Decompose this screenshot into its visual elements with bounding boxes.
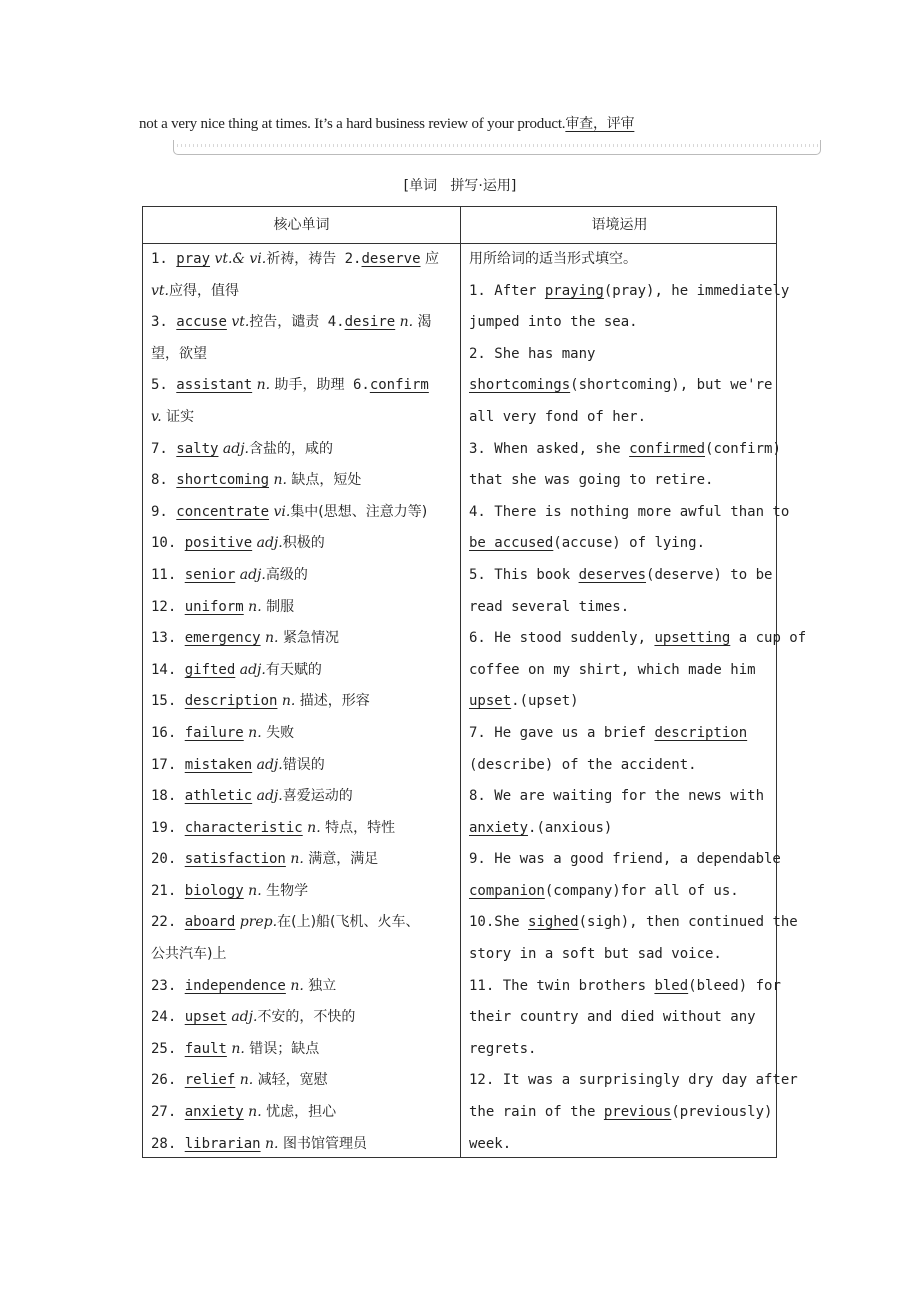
usage-line bbox=[469, 465, 778, 497]
line-text: 3. bbox=[151, 314, 177, 331]
answer-word: anxiety bbox=[469, 819, 529, 836]
line-text: 25. bbox=[151, 1040, 185, 1057]
answer-word: gifted bbox=[184, 661, 236, 678]
usage-line bbox=[469, 560, 778, 592]
line-text: their country and died without any bbox=[469, 1009, 756, 1026]
line-text: 3. When asked, she bbox=[469, 440, 630, 457]
usage-line bbox=[469, 434, 781, 466]
line-text: story in a soft but sad voice. bbox=[469, 946, 722, 963]
line-text: 助手，助理 bbox=[270, 377, 345, 394]
answer-word: sighed bbox=[528, 914, 579, 931]
line-text: 9. He was a good friend, a dependable bbox=[469, 851, 781, 868]
line-text: 12. bbox=[151, 598, 185, 615]
part-of-speech: vt. bbox=[226, 314, 250, 331]
usage-line bbox=[469, 781, 778, 813]
line-text: 2. bbox=[336, 251, 362, 267]
part-of-speech: adj. bbox=[252, 788, 283, 805]
line-text: (sigh), then continued the bbox=[578, 914, 798, 931]
line-text: 10.She bbox=[469, 914, 529, 931]
line-text: 19. bbox=[151, 819, 185, 836]
core-word-line bbox=[151, 244, 460, 276]
part-of-speech: n. bbox=[235, 1072, 254, 1089]
answer-word: upsetting bbox=[654, 630, 731, 647]
core-words-column bbox=[151, 244, 460, 1160]
line-text: week. bbox=[469, 1135, 512, 1152]
answer-word: salty bbox=[176, 440, 219, 457]
part-of-speech: n. bbox=[226, 1040, 245, 1057]
core-word-line bbox=[151, 528, 460, 560]
line-text: coffee on my shirt, which made him bbox=[469, 661, 756, 678]
core-word-line bbox=[151, 686, 460, 718]
answer-word: confirm bbox=[369, 377, 429, 394]
answer-word: emergency bbox=[184, 630, 261, 647]
line-text: 错误的 bbox=[282, 756, 325, 773]
core-word-line bbox=[151, 592, 460, 624]
core-word-line bbox=[151, 907, 460, 939]
answer-word: accuse bbox=[176, 314, 227, 331]
usage-line bbox=[469, 750, 778, 782]
line-text: 祈祷，祷告 bbox=[266, 251, 337, 267]
part-of-speech: adj. bbox=[252, 756, 283, 773]
part-of-speech: n. bbox=[243, 882, 262, 899]
usage-line bbox=[469, 307, 778, 339]
answer-word: deserve bbox=[361, 251, 421, 267]
line-text: 23. bbox=[151, 977, 185, 994]
line-text: 4. bbox=[319, 314, 345, 331]
line-text: 7. He gave us a brief bbox=[469, 724, 655, 741]
part-of-speech: adj. bbox=[218, 440, 250, 457]
line-text: (confirm) bbox=[705, 440, 781, 457]
answer-word: description bbox=[654, 724, 748, 741]
answer-word: satisfaction bbox=[184, 851, 286, 868]
answer-word: biology bbox=[184, 882, 244, 899]
usage-line bbox=[469, 1034, 778, 1066]
usage-line bbox=[469, 623, 807, 655]
core-word-line bbox=[151, 750, 460, 782]
line-text: 忧虑，担心 bbox=[261, 1104, 337, 1121]
header-core-words: 核心单词 bbox=[273, 217, 330, 233]
answer-word: anxiety bbox=[184, 1104, 244, 1121]
usage-line bbox=[469, 686, 778, 718]
core-word-line bbox=[151, 971, 460, 1003]
line-text: 8. We are waiting for the news with bbox=[469, 788, 765, 805]
line-text: (company)for all of us. bbox=[544, 882, 739, 899]
answer-word: characteristic bbox=[184, 819, 303, 836]
line-text: 20. bbox=[151, 851, 185, 868]
part-of-speech: adj. bbox=[235, 566, 266, 583]
usage-line bbox=[469, 876, 778, 908]
usage-line bbox=[469, 339, 778, 371]
core-word-line bbox=[151, 813, 460, 845]
answer-word: mistaken bbox=[184, 756, 253, 773]
line-text: (describe) of the accident. bbox=[469, 756, 697, 773]
answer-word: confirmed bbox=[629, 440, 706, 457]
answer-word: upset bbox=[184, 1009, 227, 1026]
line-text: 17. bbox=[151, 756, 185, 773]
usage-line bbox=[469, 244, 778, 276]
answer-word: previous bbox=[603, 1104, 672, 1121]
line-text: 紧急情况 bbox=[278, 630, 339, 647]
core-word-line bbox=[151, 623, 460, 655]
core-word-line bbox=[151, 276, 460, 308]
line-text: all very fond of her. bbox=[469, 408, 647, 425]
answer-word: senior bbox=[184, 566, 236, 583]
part-of-speech: n. bbox=[252, 377, 271, 394]
core-word-line bbox=[151, 844, 460, 876]
usage-line bbox=[469, 971, 781, 1003]
line-text: 1. After bbox=[469, 282, 545, 299]
core-word-line bbox=[151, 1097, 460, 1129]
line-text: read several times. bbox=[469, 598, 630, 615]
part-of-speech: vt.& vi. bbox=[210, 251, 267, 267]
decorative-divider bbox=[173, 140, 821, 155]
answer-word: description bbox=[184, 693, 278, 710]
part-of-speech: v. bbox=[151, 408, 162, 425]
line-text: 7. bbox=[151, 440, 177, 457]
answer-word: fault bbox=[184, 1040, 227, 1057]
line-text: 22. bbox=[151, 914, 185, 931]
line-text: 应 bbox=[420, 251, 439, 267]
line-text: 渴 bbox=[413, 314, 432, 331]
core-word-line bbox=[151, 939, 460, 971]
answer-word: shortcoming bbox=[176, 472, 270, 489]
usage-line bbox=[469, 497, 790, 529]
usage-line bbox=[469, 1129, 778, 1161]
line-text: 独立 bbox=[303, 977, 337, 994]
line-text: 积极的 bbox=[282, 535, 325, 552]
part-of-speech: n. bbox=[395, 314, 414, 331]
line-text: 特点，特性 bbox=[320, 819, 396, 836]
part-of-speech: vi. bbox=[269, 503, 291, 520]
answer-word: independence bbox=[184, 977, 286, 994]
core-word-line bbox=[151, 781, 460, 813]
line-text: (pray), he immediately bbox=[603, 282, 790, 299]
answer-word: assistant bbox=[176, 377, 253, 394]
answer-word: pray bbox=[176, 251, 211, 267]
line-text: 16. bbox=[151, 724, 185, 741]
line-text: 不安的，不快的 bbox=[257, 1009, 356, 1026]
top-answer: 审查，评审 bbox=[565, 116, 635, 132]
part-of-speech: n. bbox=[243, 1104, 262, 1121]
line-text: 11. bbox=[151, 566, 185, 583]
answer-word: uniform bbox=[184, 598, 244, 615]
answer-word: shortcomings bbox=[469, 377, 571, 394]
answer-word: relief bbox=[184, 1072, 236, 1089]
line-text: (shortcoming), but we're bbox=[570, 377, 773, 394]
answer-word: deserves bbox=[578, 566, 647, 583]
line-text: (bleed) for bbox=[688, 977, 781, 994]
core-word-line bbox=[151, 655, 460, 687]
part-of-speech: adj. bbox=[226, 1009, 258, 1026]
core-word-line bbox=[151, 876, 460, 908]
part-of-speech: n. bbox=[277, 693, 296, 710]
line-text: 8. bbox=[151, 472, 177, 489]
line-text: jumped into the sea. bbox=[469, 314, 638, 331]
answer-word: desire bbox=[344, 314, 396, 331]
line-text: 控告，谴责 bbox=[249, 314, 320, 331]
context-usage-column bbox=[469, 244, 807, 1160]
top-text-line bbox=[139, 113, 634, 133]
top-sentence: not a very nice thing at times. It’s a hard business review of your product. bbox=[139, 116, 566, 132]
part-of-speech: n. bbox=[243, 598, 262, 615]
answer-word: concentrate bbox=[176, 503, 270, 520]
line-text: that she was going to retire. bbox=[469, 472, 714, 489]
answer-word: upset bbox=[469, 693, 512, 710]
core-word-line bbox=[151, 1129, 460, 1161]
line-text: 11. The twin brothers bbox=[469, 977, 655, 994]
usage-line bbox=[469, 813, 778, 845]
line-text: 生物学 bbox=[261, 882, 309, 899]
part-of-speech: n. bbox=[285, 977, 304, 994]
line-text: 12. It was a surprisingly dry day after bbox=[469, 1072, 798, 1089]
usage-line bbox=[469, 1065, 798, 1097]
usage-line bbox=[469, 592, 778, 624]
part-of-speech: prep. bbox=[235, 914, 278, 931]
usage-line bbox=[469, 1097, 778, 1129]
line-text: 10. bbox=[151, 535, 185, 552]
line-text: 失败 bbox=[261, 724, 295, 741]
line-text: 描述，形容 bbox=[295, 693, 370, 710]
part-of-speech: vt. bbox=[151, 282, 169, 299]
line-text: 6. bbox=[344, 377, 370, 394]
part-of-speech: n. bbox=[302, 819, 321, 836]
part-of-speech: adj. bbox=[235, 661, 266, 678]
line-text: 有天赋的 bbox=[265, 661, 322, 678]
usage-line bbox=[469, 1002, 778, 1034]
line-text: .(anxious) bbox=[528, 819, 613, 836]
part-of-speech: n. bbox=[269, 472, 287, 489]
line-text: 21. bbox=[151, 882, 185, 899]
usage-line bbox=[469, 844, 781, 876]
usage-line bbox=[469, 402, 778, 434]
vocab-table bbox=[142, 206, 807, 1158]
core-word-line bbox=[151, 718, 460, 750]
line-text: 应得，值得 bbox=[169, 282, 239, 299]
part-of-speech: n. bbox=[260, 1135, 279, 1152]
line-text: 15. bbox=[151, 693, 185, 710]
line-text: 公共汽车)上 bbox=[151, 946, 227, 963]
line-text: 用所给词的适当形式填空。 bbox=[469, 251, 637, 267]
line-text: regrets. bbox=[469, 1040, 537, 1057]
line-text: 图书馆管理员 bbox=[278, 1135, 367, 1152]
line-text: 减轻，宽慰 bbox=[253, 1072, 328, 1089]
line-text: 5. This book bbox=[469, 566, 579, 583]
line-text: 27. bbox=[151, 1104, 185, 1121]
line-text: 18. bbox=[151, 788, 185, 805]
answer-word: aboard bbox=[184, 914, 236, 931]
line-text: 4. There is nothing more awful than to bbox=[469, 503, 790, 520]
part-of-speech: n. bbox=[285, 851, 304, 868]
answer-word: failure bbox=[184, 724, 244, 741]
line-text: 制服 bbox=[261, 598, 295, 615]
usage-line bbox=[469, 907, 798, 939]
answer-word: be accused bbox=[469, 535, 554, 552]
line-text: (deserve) to be bbox=[646, 566, 773, 583]
line-text: 在(上)船(飞机、火车、 bbox=[277, 914, 420, 931]
part-of-speech: n. bbox=[260, 630, 279, 647]
core-word-line bbox=[151, 560, 460, 592]
usage-line bbox=[469, 655, 778, 687]
usage-line bbox=[469, 939, 778, 971]
core-word-line bbox=[151, 370, 460, 402]
line-text: 喜爱运动的 bbox=[282, 788, 353, 805]
line-text: 5. bbox=[151, 377, 177, 394]
column-divider bbox=[460, 207, 461, 1157]
line-text: (accuse) of lying. bbox=[553, 535, 706, 552]
core-word-line bbox=[151, 1065, 460, 1097]
core-word-line bbox=[151, 1034, 460, 1066]
line-text: .(upset) bbox=[511, 693, 579, 710]
line-text: 26. bbox=[151, 1072, 185, 1089]
usage-line bbox=[469, 276, 790, 308]
line-text: 缺点，短处 bbox=[286, 472, 362, 489]
line-text: 望，欲望 bbox=[151, 345, 207, 362]
line-text: 错误；缺点 bbox=[244, 1040, 320, 1057]
line-text: 高级的 bbox=[265, 566, 308, 583]
usage-line bbox=[469, 370, 778, 402]
line-text: the rain of the bbox=[469, 1104, 604, 1121]
usage-line bbox=[469, 528, 778, 560]
line-text: 集中(思想、注意力等) bbox=[290, 503, 428, 520]
answer-word: bled bbox=[654, 977, 689, 994]
line-text: 1. bbox=[151, 251, 177, 267]
core-word-line bbox=[151, 465, 460, 497]
line-text: 含盐的，咸的 bbox=[249, 440, 334, 457]
answer-word: praying bbox=[544, 282, 604, 299]
line-text: 9. bbox=[151, 503, 177, 520]
line-text: 6. He stood suddenly, bbox=[469, 630, 655, 647]
core-word-line bbox=[151, 1002, 460, 1034]
core-word-line bbox=[151, 434, 460, 466]
core-word-line bbox=[151, 402, 460, 434]
core-word-line bbox=[151, 339, 460, 371]
core-word-line bbox=[151, 307, 460, 339]
answer-word: athletic bbox=[184, 788, 253, 805]
answer-word: positive bbox=[184, 535, 253, 552]
header-context-usage: 语境运用 bbox=[591, 217, 648, 233]
section-title: [单词 拼写·运用] bbox=[403, 178, 517, 194]
line-text: a cup of bbox=[730, 630, 807, 647]
line-text: 14. bbox=[151, 661, 185, 678]
answer-word: companion bbox=[469, 882, 545, 899]
part-of-speech: n. bbox=[243, 724, 262, 741]
core-word-line bbox=[151, 497, 460, 529]
part-of-speech: adj. bbox=[252, 535, 283, 552]
usage-line bbox=[469, 718, 778, 750]
line-text: (previously) bbox=[671, 1104, 773, 1121]
line-text: 2. She has many bbox=[469, 345, 596, 362]
line-text: 满意，满足 bbox=[303, 851, 379, 868]
line-text: 证实 bbox=[161, 408, 195, 425]
line-text: 28. bbox=[151, 1135, 185, 1152]
answer-word: librarian bbox=[184, 1135, 261, 1152]
line-text: 13. bbox=[151, 630, 185, 647]
line-text: 24. bbox=[151, 1009, 185, 1026]
